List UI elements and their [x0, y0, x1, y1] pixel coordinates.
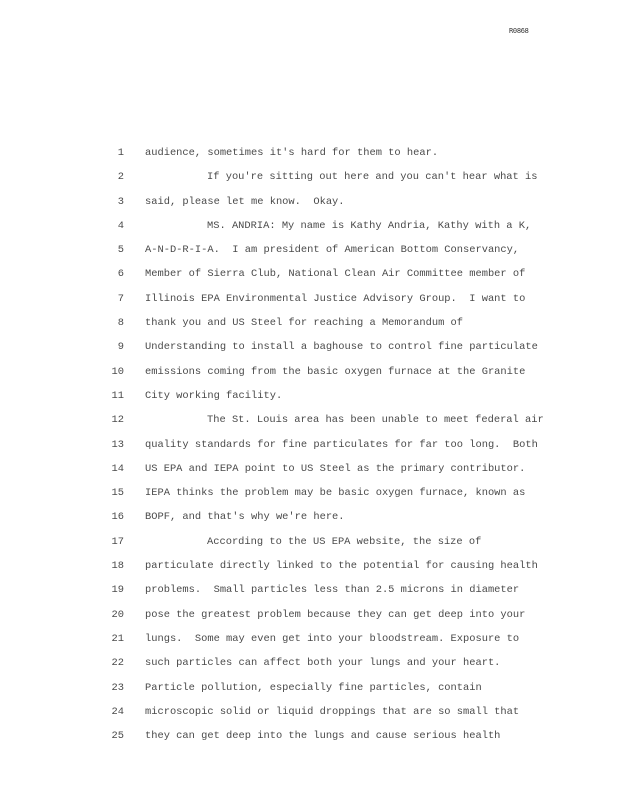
line-number: 12	[111, 414, 124, 427]
line-text: particulate directly linked to the potential for causing health	[145, 560, 538, 573]
line-text: said, please let me know. Okay.	[145, 195, 345, 208]
line-number: 2	[117, 171, 124, 184]
transcript-line	[0, 238, 618, 262]
transcript-line	[0, 554, 618, 578]
line-text: The St. Louis area has been unable to meet federal air	[207, 414, 544, 427]
line-number: 6	[117, 268, 124, 281]
transcript-line	[0, 214, 618, 238]
line-text: pose the greatest problem because they can get deep into your	[145, 608, 526, 621]
transcript-line	[0, 262, 618, 286]
transcript-line	[0, 165, 618, 189]
transcript-line	[0, 603, 618, 627]
line-text: MS. ANDRIA: My name is Kathy Andria, Kathy with a K,	[207, 219, 532, 232]
transcript-line	[0, 700, 618, 724]
line-text: If you're sitting out here and you can't hear what is	[207, 171, 538, 184]
line-number: 16	[111, 511, 124, 524]
line-number: 8	[117, 317, 124, 330]
line-text: According to the US EPA website, the size of	[207, 535, 482, 548]
line-number: 11	[111, 389, 124, 402]
transcript-line	[0, 578, 618, 602]
line-number: 22	[111, 657, 124, 670]
line-number: 7	[117, 292, 124, 305]
line-number: 13	[111, 438, 124, 451]
line-number: 3	[117, 195, 124, 208]
line-number: 5	[117, 244, 124, 257]
line-text: audience, sometimes it's hard for them to hear.	[145, 147, 439, 159]
line-text: Member of Sierra Club, National Clean Air Committee member of	[145, 268, 526, 281]
transcript-line	[0, 287, 618, 311]
line-number: 24	[111, 705, 124, 718]
page-identifier: R0868	[509, 27, 529, 35]
line-text: Illinois EPA Environmental Justice Advisory Group. I want to	[145, 292, 526, 305]
transcript-line	[0, 311, 618, 335]
line-number: 21	[111, 632, 124, 645]
line-text: City working facility.	[145, 389, 283, 402]
line-text: problems. Small particles less than 2.5 microns in diameter	[145, 584, 520, 597]
line-number: 20	[111, 608, 124, 621]
line-number: 25	[111, 730, 124, 743]
line-number: 1	[117, 147, 124, 159]
transcript-line	[0, 627, 618, 651]
line-text: Understanding to install a baghouse to control fine particulate	[145, 341, 538, 354]
line-text: they can get deep into the lungs and cause serious health	[145, 730, 501, 743]
transcript-line	[0, 190, 618, 214]
transcript-line	[0, 505, 618, 529]
line-text: BOPF, and that's why we're here.	[145, 511, 345, 524]
transcript-line	[0, 408, 618, 432]
line-number: 4	[117, 219, 124, 232]
transcript-line	[0, 676, 618, 700]
line-text: emissions coming from the basic oxygen furnace at the Granite	[145, 365, 526, 378]
line-text: such particles can affect both your lungs and your heart.	[145, 657, 501, 670]
line-text: US EPA and IEPA point to US Steel as the primary contributor.	[145, 462, 526, 475]
transcript-line	[0, 530, 618, 554]
line-number: 14	[111, 462, 124, 475]
line-number: 23	[111, 681, 124, 694]
transcript-line	[0, 141, 618, 165]
line-text: quality standards for fine particulates for far too long. Both	[145, 438, 538, 451]
transcript-line	[0, 335, 618, 359]
transcript-line	[0, 481, 618, 505]
transcript-line	[0, 384, 618, 408]
line-number: 15	[111, 487, 124, 500]
line-number: 19	[111, 584, 124, 597]
transcript-line	[0, 724, 618, 748]
transcript-line	[0, 457, 618, 481]
line-number: 17	[111, 535, 124, 548]
transcript-line	[0, 360, 618, 384]
line-text: thank you and US Steel for reaching a Memorandum of	[145, 317, 464, 330]
line-number: 9	[117, 341, 124, 354]
line-text: lungs. Some may even get into your bloodstream. Exposure to	[145, 632, 520, 645]
transcript-body	[0, 141, 618, 748]
transcript-line	[0, 433, 618, 457]
line-text: IEPA thinks the problem may be basic oxygen furnace, known as	[145, 487, 526, 500]
line-text: Particle pollution, especially fine particles, contain	[145, 681, 482, 694]
line-text: A-N-D-R-I-A. I am president of American Bottom Conservancy,	[145, 244, 520, 257]
transcript-line	[0, 651, 618, 675]
line-number: 18	[111, 560, 124, 573]
line-text: microscopic solid or liquid droppings that are so small that	[145, 705, 520, 718]
line-number: 10	[111, 365, 124, 378]
